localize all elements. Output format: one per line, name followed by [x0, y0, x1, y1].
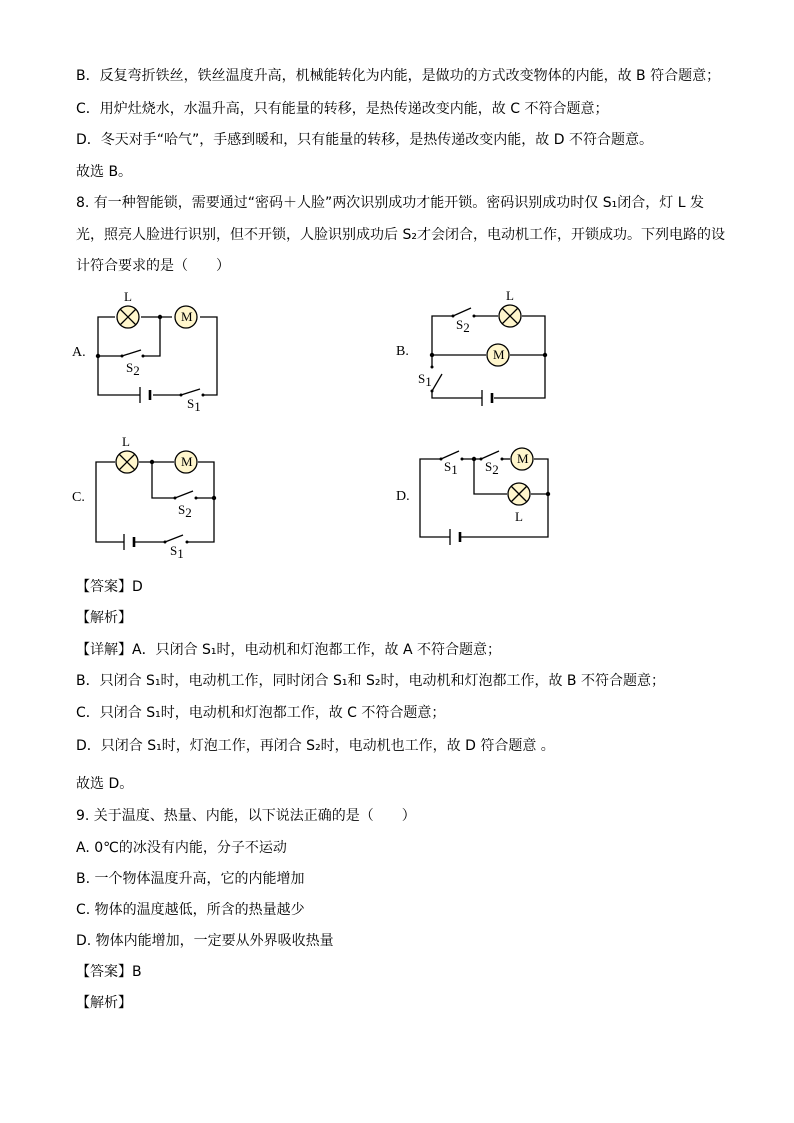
text-line: 故选 B。 [76, 164, 133, 180]
answer-label: 【答案】B [76, 964, 142, 980]
lamp-icon [499, 305, 521, 327]
battery-icon [140, 387, 150, 403]
switch-label: S2 [126, 360, 140, 378]
switch-label: S1 [187, 396, 201, 414]
detail-line: 【详解】A．只闭合 S₁时，电动机和灯泡都工作，故 A 不符合题意； [76, 642, 502, 658]
switch-s2-icon [174, 491, 198, 500]
detail-line: C．只闭合 S₁时，电动机和灯泡都工作，故 C 不符合题意； [76, 705, 446, 721]
battery-icon [124, 534, 134, 550]
switch-label: S2 [485, 459, 499, 477]
analysis-label: 【解析】 [76, 610, 132, 626]
text-line: D．冬天对手“哈气”，手感到暖和，只有能量的转移，是热传递改变内能，故 D 不符合题意。 [76, 132, 653, 148]
lamp-label: L [506, 288, 514, 303]
option-label-d: D. [396, 489, 410, 504]
lamp-icon [116, 451, 138, 473]
battery-icon [450, 529, 460, 545]
circuit-a-wires [98, 317, 217, 395]
lamp-icon [117, 306, 139, 328]
detail-line: B．只闭合 S₁时，电动机工作，同时闭合 S₁和 S₂时，电动机和灯泡都工作，故 B 不符合题意； [76, 673, 665, 689]
junction-node [472, 457, 476, 461]
question-9-option-c: C. 物体的温度越低，所含的热量越少 [76, 902, 305, 918]
lamp-icon [508, 483, 530, 505]
question-8-stem: 光，照亮人脸进行识别，但不开锁，人脸识别成功后 S₂才会闭合，电动机工作，开锁成功。下列电路的设 [76, 227, 725, 243]
text-line: B．反复弯折铁丝，铁丝温度升高，机械能转化为内能，是做功的方式改变物体的内能，故 B 符合题意； [76, 68, 721, 84]
question-9-option-d: D. 物体内能增加，一定要从外界吸收热量 [76, 933, 334, 949]
question-9-option-a: A. 0℃的冰没有内能，分子不运动 [76, 840, 287, 856]
lamp-label: L [515, 509, 523, 524]
junction-node [546, 492, 550, 496]
switch-s2-icon [121, 350, 145, 358]
motor-label: M [181, 309, 193, 324]
circuit-c-wires [96, 462, 214, 542]
motor-label: M [181, 454, 193, 469]
option-label-a: A. [72, 345, 86, 360]
question-9-stem: 9. 关于温度、热量、内能，以下说法正确的是（ ） [76, 808, 416, 824]
answer-label: 【答案】D [76, 579, 143, 595]
question-9-option-b: B. 一个物体温度升高，它的内能增加 [76, 871, 305, 887]
motor-label: M [517, 451, 529, 466]
switch-label: S1 [444, 459, 458, 477]
switch-label: S2 [178, 502, 192, 520]
junction-node [212, 496, 216, 500]
switch-label: S1 [170, 543, 184, 561]
question-8-stem: 8. 有一种智能锁，需要通过“密码＋人脸”两次识别成功才能开锁。密码识别成功时仅 S₁闭合，灯 L 发 [76, 195, 704, 211]
text-line: C．用炉灶烧水，水温升高，只有能量的转移，是热传递改变内能，故 C 不符合题意； [76, 101, 609, 117]
lamp-label: L [124, 289, 132, 304]
detail-line: D．只闭合 S₁时，灯泡工作，再闭合 S₂时，电动机也工作，故 D 符合题意 。 [76, 738, 555, 754]
question-8-stem: 计符合要求的是（ ） [76, 258, 230, 274]
switch-label: S1 [418, 371, 432, 389]
switch-label: S2 [456, 317, 470, 335]
battery-icon [482, 390, 492, 406]
option-label-c: C. [72, 490, 85, 505]
junction-node [543, 353, 547, 357]
lamp-label: L [122, 434, 130, 449]
analysis-label: 【解析】 [76, 995, 132, 1011]
junction-node [158, 315, 162, 319]
junction-node [150, 460, 154, 464]
conclusion-line: 故选 D。 [76, 776, 134, 792]
junction-node [430, 353, 434, 357]
motor-label: M [493, 347, 505, 362]
junction-node [96, 354, 100, 358]
option-label-b: B. [396, 344, 409, 359]
